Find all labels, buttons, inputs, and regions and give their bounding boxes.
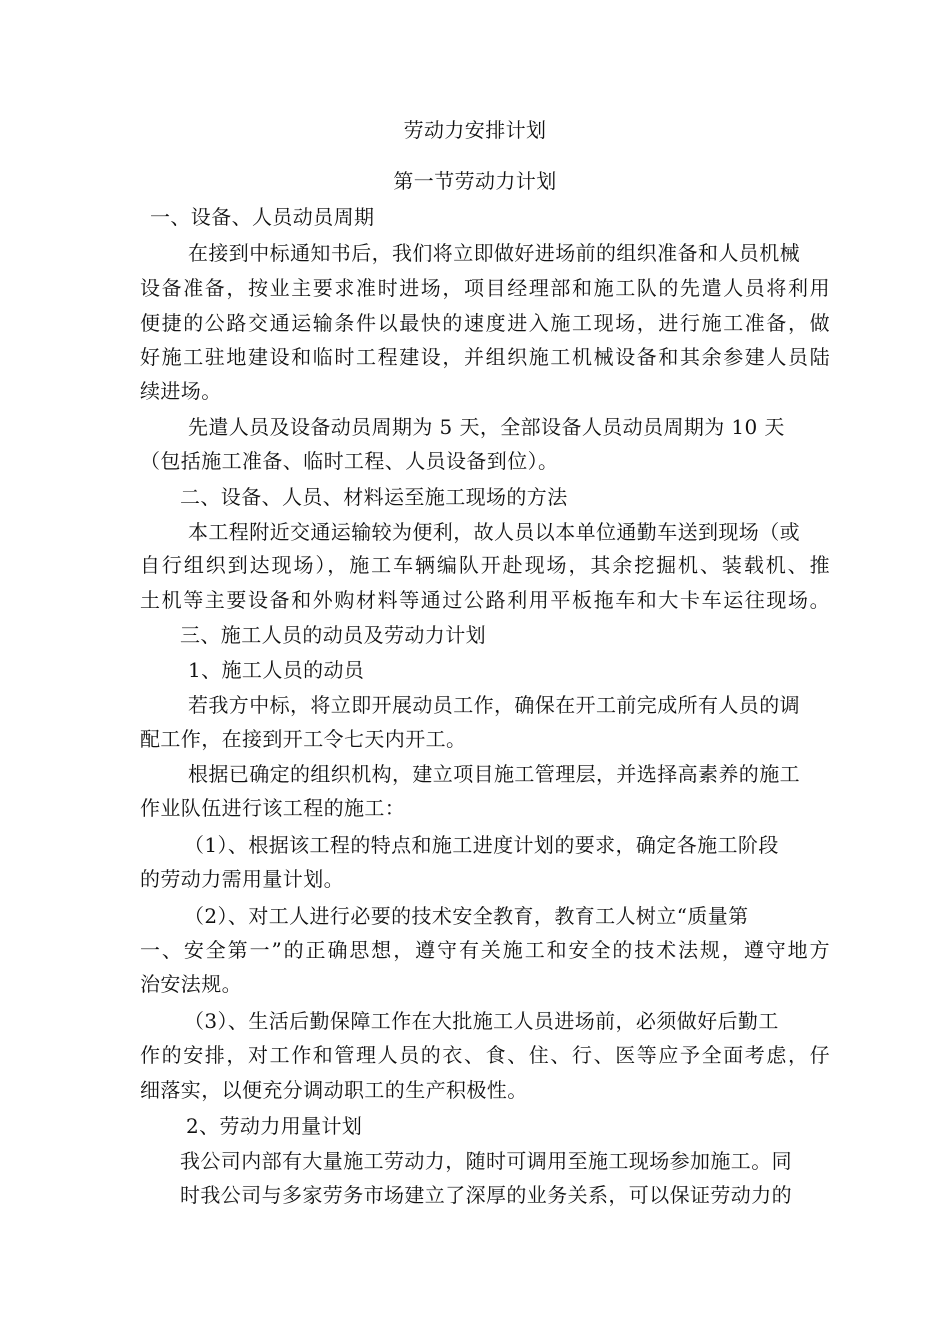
heading-labor-plan: 三、施工人员的动员及劳动力计划 (180, 623, 486, 647)
paragraph-line: 在接到中标通知书后，我们将立即做好进场前的组织准备和人员机械 (188, 241, 800, 265)
paragraph-line: 我公司内部有大量施工劳动力，随时可调用至施工现场参加施工。同 (180, 1149, 792, 1173)
list-item-line: （1）、根据该工程的特点和施工进度计划的要求，确定各施工阶段 (184, 833, 779, 857)
list-item-line: 一、安全第一”的正确思想，遵守有关施工和安全的技术法规，遵守地方 (140, 938, 830, 962)
subheading-labor-usage: 2、劳动力用量计划 (186, 1114, 363, 1138)
section-title: 第一节劳动力计划 (393, 169, 557, 193)
paragraph-line: 时我公司与多家劳务市场建立了深厚的业务关系，可以保证劳动力的 (180, 1183, 792, 1207)
paragraph-line: 作业队伍进行该工程的施工： (140, 796, 406, 820)
list-item-line: （2）、对工人进行必要的技术安全教育，教育工人树立“质量第 (184, 904, 749, 928)
paragraph-line: 若我方中标，将立即开展动员工作，确保在开工前完成所有人员的调 (188, 693, 800, 717)
document-title: 劳动力安排计划 (403, 118, 547, 142)
heading-mobilization-period: 一、设备、人员动员周期 (150, 205, 375, 229)
paragraph-line: 土机等主要设备和外购材料等通过公路利用平板拖车和大卡车运往现场。 (140, 588, 830, 612)
subheading-mobilization: 1、施工人员的动员 (188, 658, 365, 682)
paragraph-line: 便捷的公路交通运输条件以最快的速度进入施工现场，进行施工准备，做 (140, 311, 830, 335)
paragraph-line: 先遣人员及设备动员周期为 5 天，全部设备人员动员周期为 10 天 (188, 415, 785, 439)
list-item-line: 治安法规。 (140, 972, 242, 996)
list-item-line: （3）、生活后勤保障工作在大批施工人员进场前，必须做好后勤工 (184, 1009, 779, 1033)
paragraph-line: 设备准备，按业主要求准时进场，项目经理部和施工队的先遣人员将利用 (140, 276, 830, 300)
list-item-line: 作的安排，对工作和管理人员的衣、食、住、行、医等应予全面考虑，仔 (140, 1043, 830, 1067)
paragraph-line: 自行组织到达现场），施工车辆编队开赴现场，其余挖掘机、装载机、推 (140, 553, 830, 577)
heading-transport-method: 二、设备、人员、材料运至施工现场的方法 (180, 485, 568, 509)
paragraph-line: 好施工驻地建设和临时工程建设，并组织施工机械设备和其余参建人员陆 (140, 345, 830, 369)
paragraph-line: 本工程附近交通运输较为便利，故人员以本单位通勤车送到现场（或 (188, 520, 800, 544)
paragraph-line: 配工作，在接到开工令七天内开工。 (140, 727, 467, 751)
list-item-line: 细落实，以便充分调动职工的生产积极性。 (140, 1078, 528, 1102)
paragraph-line: （包括施工准备、临时工程、人员设备到位）。 (140, 449, 559, 473)
paragraph-line: 根据已确定的组织机构，建立项目施工管理层，并选择高素养的施工 (188, 762, 800, 786)
paragraph-line: 续进场。 (140, 379, 222, 403)
list-item-line: 的劳动力需用量计划。 (140, 867, 344, 891)
